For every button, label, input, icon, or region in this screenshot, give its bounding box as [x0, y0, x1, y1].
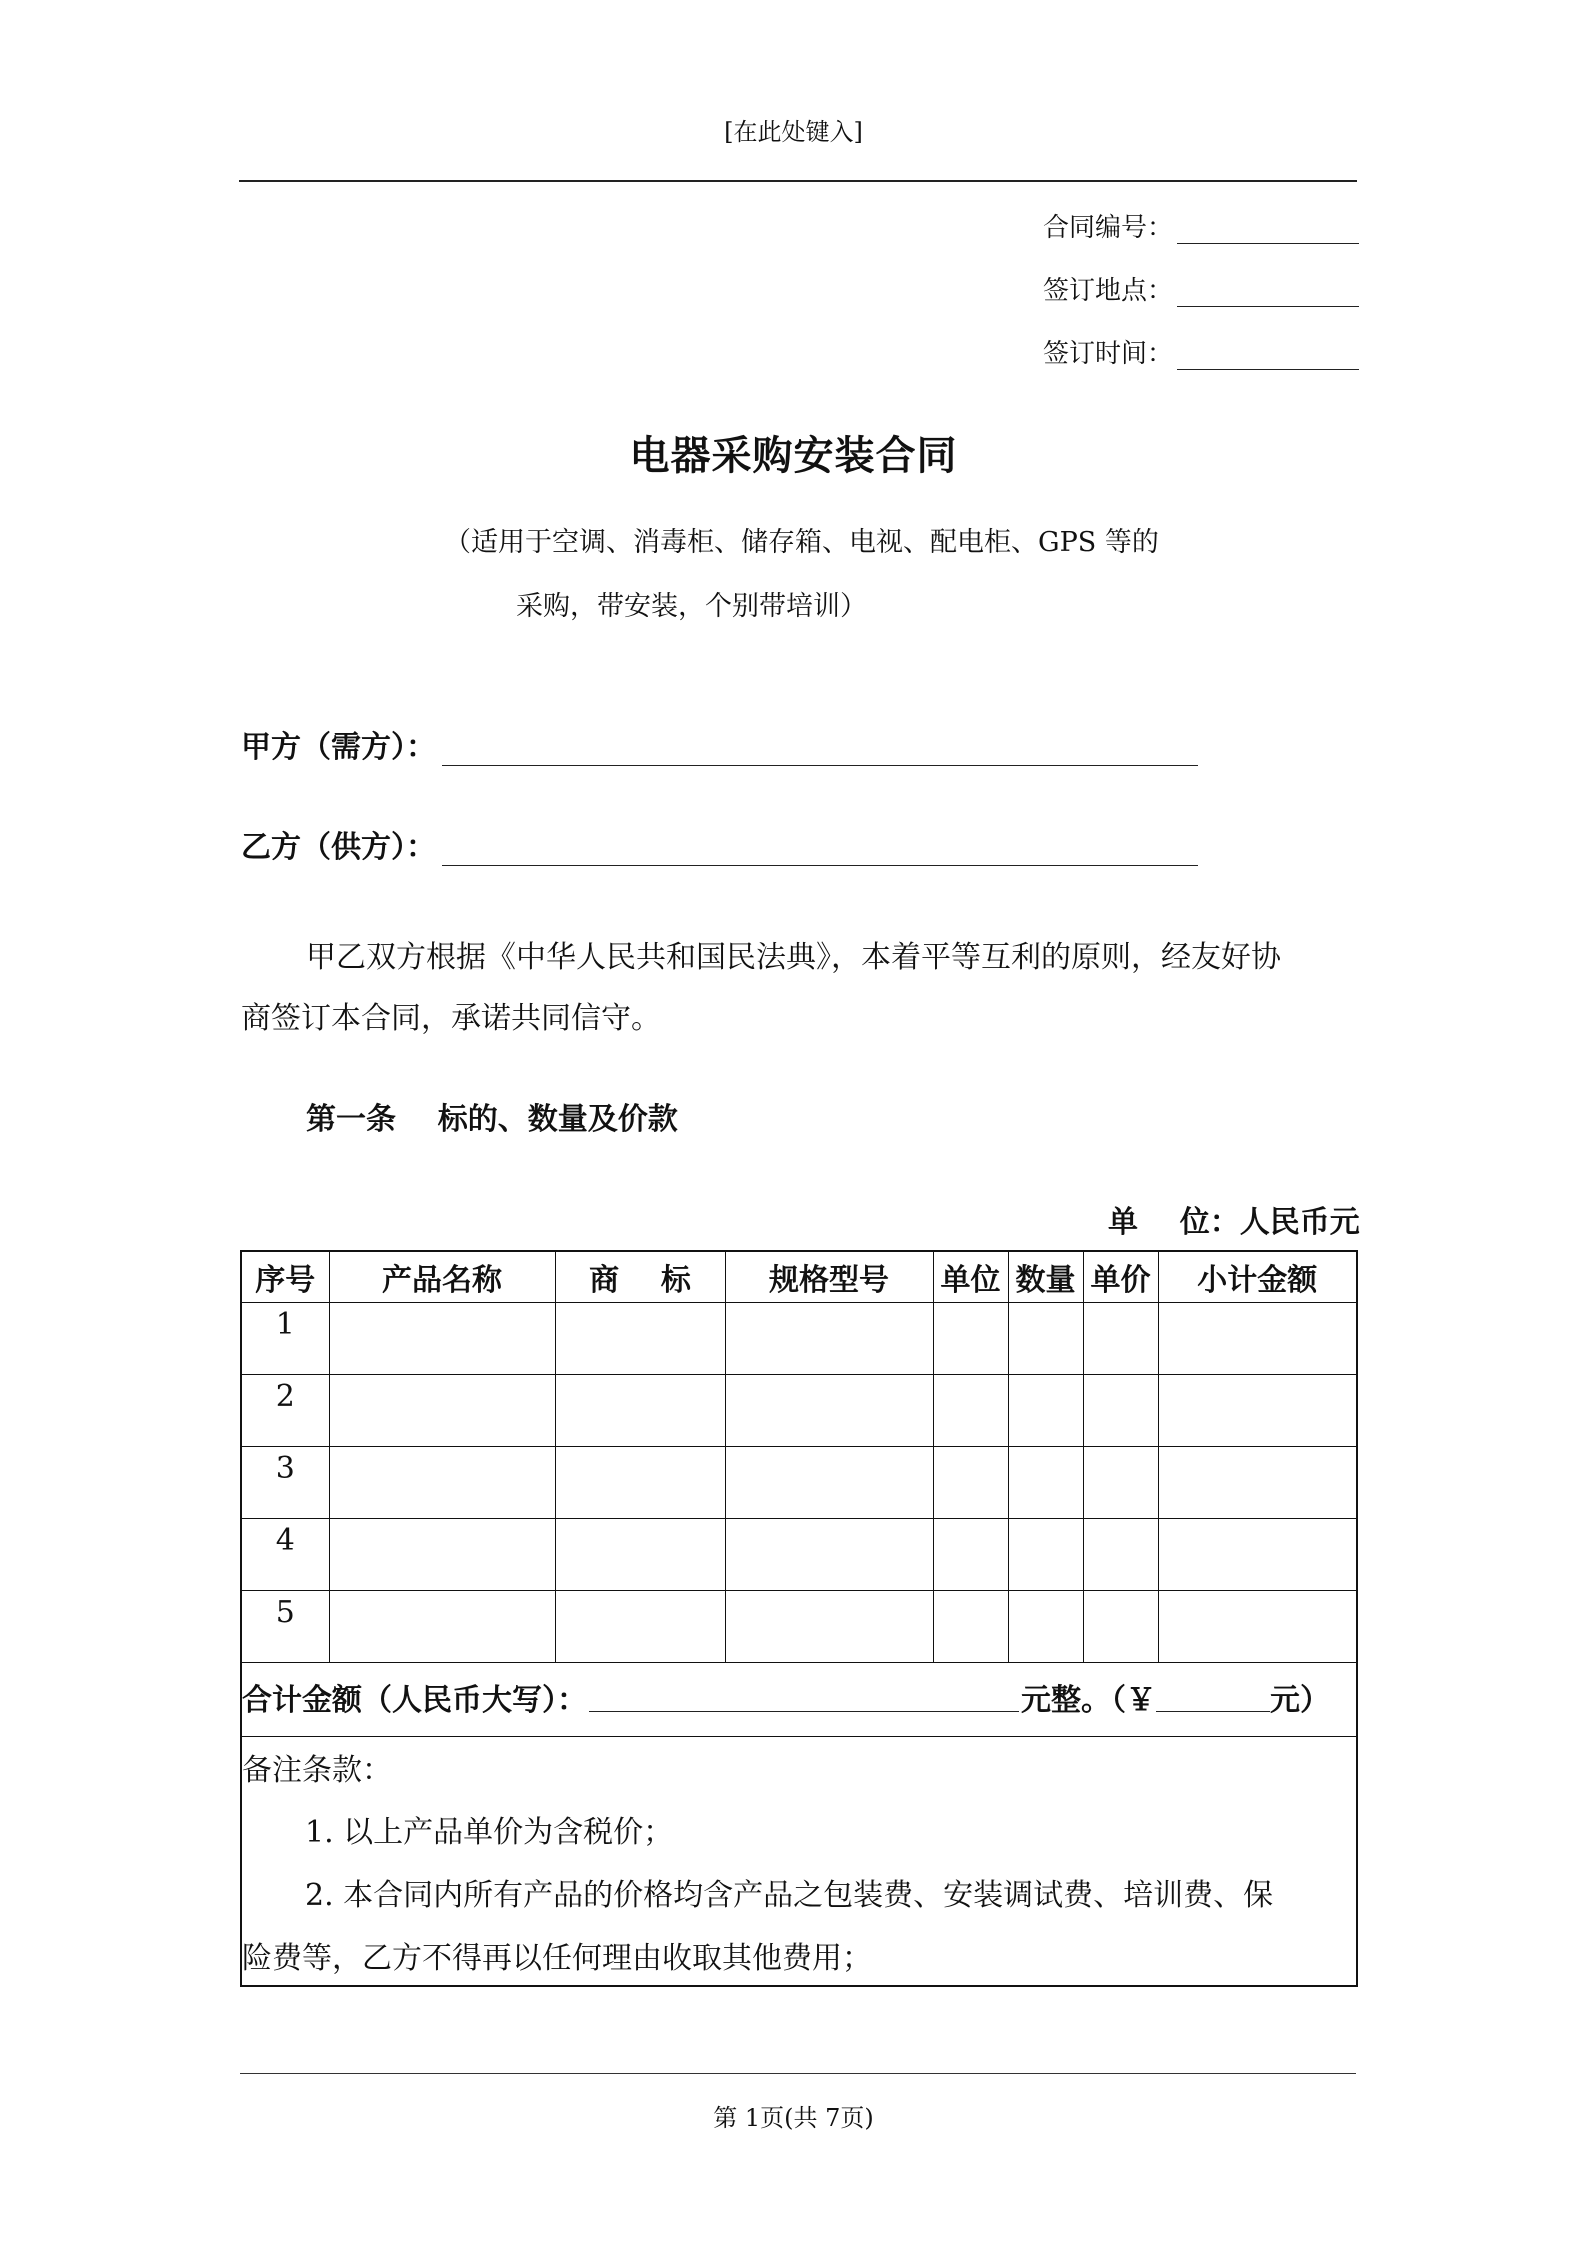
cell-unit[interactable]: [933, 1519, 1008, 1591]
party-a-blank: [442, 731, 1198, 766]
col-header-unit-price: 单价: [1083, 1252, 1158, 1303]
cell-unit-price[interactable]: [1083, 1519, 1158, 1591]
total-amount-yuan: 元）: [1270, 1682, 1330, 1718]
cell-product-name[interactable]: [329, 1303, 555, 1375]
cell-product-name[interactable]: [329, 1447, 555, 1519]
party-a-field: [241, 722, 1198, 766]
table-row: [242, 1375, 1356, 1447]
page-header-placeholder: [在此处键入]: [724, 118, 863, 146]
signing-place-field: [1043, 267, 1359, 307]
table-row: [242, 1447, 1356, 1519]
price-table-box: [240, 1250, 1358, 1987]
row-seq: 1: [242, 1303, 329, 1375]
cell-unit[interactable]: [933, 1447, 1008, 1519]
preamble-line-1: 甲乙双方根据《中华人民共和国民法典》，本着平等互利的原则，经友好协: [306, 940, 1281, 975]
cell-subtotal[interactable]: [1158, 1303, 1356, 1375]
cell-model[interactable]: [725, 1519, 933, 1591]
price-table: [242, 1252, 1356, 1663]
party-b-label: 乙方（供方）：: [241, 830, 436, 865]
col-header-unit: 单位: [933, 1252, 1008, 1303]
contract-number-field: [1043, 204, 1359, 244]
cell-model[interactable]: [725, 1591, 933, 1663]
remarks-heading: 备注条款：: [242, 1753, 392, 1788]
cell-model[interactable]: [725, 1303, 933, 1375]
header-divider: [239, 180, 1357, 182]
cell-brand[interactable]: [555, 1519, 725, 1591]
row-seq: 4: [242, 1519, 329, 1591]
subtitle-line-2: 采购，带安装，个别带培训）: [516, 591, 867, 622]
total-amount-label: 合计金额（人民币大写）：: [242, 1682, 587, 1718]
subtitle-line-1: （适用于空调、消毒柜、储存箱、电视、配电柜、GPS 等的: [444, 527, 1159, 558]
row-seq: 2: [242, 1375, 329, 1447]
cell-unit-price[interactable]: [1083, 1375, 1158, 1447]
party-b-field: [241, 822, 1198, 866]
cell-unit[interactable]: [933, 1303, 1008, 1375]
contract-number-label: 合同编号：: [1043, 213, 1174, 243]
col-header-quantity: 数量: [1008, 1252, 1083, 1303]
total-amount-figure-blank[interactable]: [1156, 1681, 1270, 1712]
remark-item-2-line-1: 2. 本合同内所有产品的价格均含产品之包装费、安装调试费、培训费、保: [305, 1878, 1274, 1913]
col-header-seq: 序号: [242, 1252, 329, 1303]
cell-model[interactable]: [725, 1447, 933, 1519]
row-seq: 5: [242, 1591, 329, 1663]
remark-item-1: 1. 以上产品单价为含税价；: [305, 1815, 674, 1850]
page-number: 第 1页(共 7页): [713, 2104, 874, 2132]
party-a-label: 甲方（需方）：: [241, 730, 436, 765]
document-title: 电器采购安装合同: [629, 432, 958, 479]
cell-quantity[interactable]: [1008, 1303, 1083, 1375]
cell-unit[interactable]: [933, 1591, 1008, 1663]
cell-brand[interactable]: [555, 1447, 725, 1519]
cell-subtotal[interactable]: [1158, 1591, 1356, 1663]
cell-unit-price[interactable]: [1083, 1447, 1158, 1519]
cell-subtotal[interactable]: [1158, 1375, 1356, 1447]
total-amount-suffix: 元整。（￥: [1021, 1682, 1156, 1718]
total-amount-row: [242, 1657, 1356, 1737]
signing-time-blank: [1177, 341, 1359, 370]
footer-divider: [240, 2073, 1356, 2074]
cell-product-name[interactable]: [329, 1591, 555, 1663]
cell-product-name[interactable]: [329, 1375, 555, 1447]
cell-quantity[interactable]: [1008, 1591, 1083, 1663]
article-1-heading: 第一条 标的、数量及价款: [306, 1102, 678, 1137]
table-header-row: [242, 1252, 1356, 1303]
party-b-blank: [442, 831, 1198, 866]
cell-subtotal[interactable]: [1158, 1447, 1356, 1519]
cell-brand[interactable]: [555, 1375, 725, 1447]
col-header-model: 规格型号: [725, 1252, 933, 1303]
row-seq: 3: [242, 1447, 329, 1519]
table-row: [242, 1591, 1356, 1663]
cell-unit-price[interactable]: [1083, 1591, 1158, 1663]
cell-subtotal[interactable]: [1158, 1519, 1356, 1591]
currency-unit-note: 单 位：人民币元: [1108, 1205, 1360, 1240]
col-header-subtotal: 小计金额: [1158, 1252, 1356, 1303]
contract-number-blank: [1177, 215, 1359, 244]
signing-time-label: 签订时间：: [1043, 339, 1174, 369]
table-row: [242, 1519, 1356, 1591]
total-amount-words-blank[interactable]: [589, 1681, 1019, 1712]
signing-place-blank: [1177, 278, 1359, 307]
table-row: [242, 1303, 1356, 1375]
cell-brand[interactable]: [555, 1303, 725, 1375]
signing-time-field: [1043, 330, 1359, 370]
remark-item-2-line-2: 险费等，乙方不得再以任何理由收取其他费用；: [242, 1941, 872, 1976]
cell-model[interactable]: [725, 1375, 933, 1447]
cell-unit[interactable]: [933, 1375, 1008, 1447]
preamble-line-2: 商签订本合同，承诺共同信守。: [241, 1001, 661, 1036]
cell-unit-price[interactable]: [1083, 1303, 1158, 1375]
cell-quantity[interactable]: [1008, 1519, 1083, 1591]
cell-product-name[interactable]: [329, 1519, 555, 1591]
cell-quantity[interactable]: [1008, 1447, 1083, 1519]
col-header-brand: 商 标: [555, 1252, 725, 1303]
signing-place-label: 签订地点：: [1043, 276, 1174, 306]
col-header-product-name: 产品名称: [329, 1252, 555, 1303]
cell-quantity[interactable]: [1008, 1375, 1083, 1447]
cell-brand[interactable]: [555, 1591, 725, 1663]
